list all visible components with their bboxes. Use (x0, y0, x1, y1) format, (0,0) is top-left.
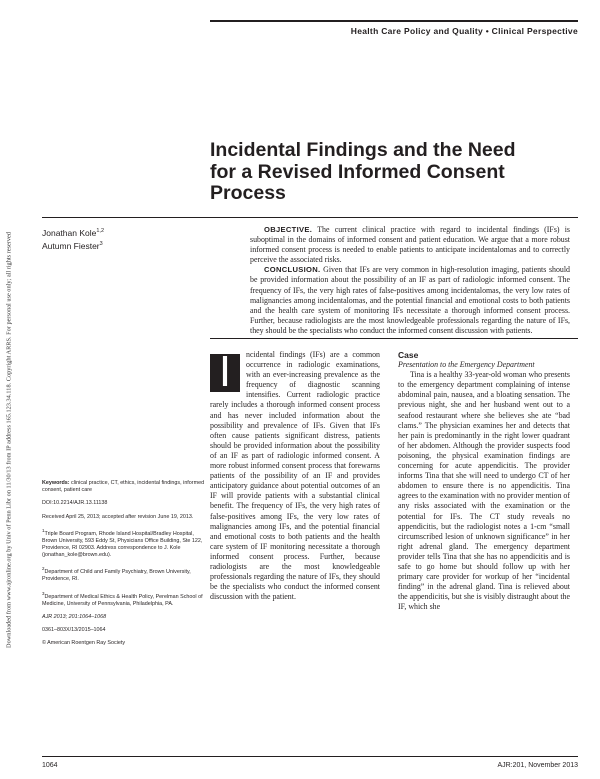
abstract-rule (210, 338, 578, 339)
header-rule (210, 20, 578, 22)
objective-text: The current clinical practice with regard to incidental findings (IFs) is suboptimal in the domains of informed consent and patient education. We argue that a more robust informed consent process is needed to enable patients to anticipate incidentalomas and to correctly perceive the associated risks. (250, 225, 570, 265)
affiliation-2: $^2$Department of Child and Family Psychiatry, Brown University, Providence, RI. (42, 566, 191, 583)
intro-text: ncidental findings (IFs) are a common occurrence in radiologic examinations, with an ever-increasing prevalence as the frequency of diagnostic scanning intensifies. Current radiologic practice rarely includes a thorough informed consent process and has never included information about the possibility and prevalence of IFs. Given that IFs often cause patients significant distress, patients should be provided information about the possibility of an IF as part of radiologic informed consent. A more robust informed consent process that forewarns patients of the possibility of an IF and provides anticipatory guidance about potential outcomes of an IF will provide patients with a substantial clinical benefit. The frequency of IFs, the very high rates of false-positives among IFs, the very low rates of malignancies among IFs, and the potential financial and emotional costs to both patients and the health care system of IF monitoring necessitate a thorough informed consent process. Further, because radiologists are the most knowledgeable professionals regarding the nature of IFs, they should be the specialists who conduct the informed consent discussion with the patient. (210, 350, 380, 602)
affiliation-1: $^1$Triple Board Program, Rhode Island Hospital/Bradley Hospital, Brown University, 593 Eddy St, Physicians Office Building, Ste 122, Providence, RI 02903. Address correspondence to J. Kole (jonathan_kole@brown.edu). (42, 527, 203, 559)
case-heading: Case (398, 350, 419, 360)
received-dates: Received April 25, 2013; accepted after revision June 19, 2013. (42, 513, 194, 520)
article-title: Incidental Findings and the Need for a Revised Informed Consent Process (210, 139, 516, 204)
conclusion-text: Given that IFs are very common in high-resolution imaging, patients should be provided information about the possibility of an IF as part of radiologic informed consent. The frequency of IFs, the very high rates of false-positives among incidentalomas, the very low rates of malignancies among incidentalomas, and the potential financial and emotional costs to both patients and the health care system of monitoring IFs necessitate a thorough informed consent process. Further, because radiologists are the most knowledgeable professionals regarding the nature of IFs, they should be the specialists who conduct the informed consent discussion with patients. (250, 265, 570, 335)
issn: 0361–803X/13/2015–1064 (42, 627, 106, 634)
abstract (250, 225, 570, 336)
title-rule (42, 217, 578, 218)
abstract-objective (250, 225, 570, 265)
author-1: Jonathan Kole$^{1,2}$ (42, 227, 105, 238)
author-1-affil: 1,2 (96, 228, 105, 234)
author-list (42, 226, 104, 252)
section-heading: Health Care Policy and Quality • Clinical Perspective (350, 26, 578, 36)
author-2-affil: 3 (99, 240, 103, 247)
article-metadata (42, 480, 207, 653)
citation: AJR 2013; 201:1064–1068 (42, 613, 107, 620)
affiliation-3: $^3$Department of Medical Ethics & Health Policy, Perelman School of Medicine, University of Pennsylvania, Philadelphia, PA. (42, 590, 203, 607)
copyright: © American Roentgen Ray Society (42, 640, 126, 647)
case-subheading: Presentation to the Emergency Department (398, 360, 535, 370)
case-text: Tina is a healthy 33-year-old woman who presents to the emergency department complaining of intense abdominal pain, nausea, and a bloating sensation. The previous night, she and her husband went out to a seafood restaurant where she believes she ate “bad clams.” The physician examines her and detects that her pain is predominantly in the right lower quadrant of her abdomen. Although the provider suspects food poisoning, the physical examination findings are concerning for acute appendicitis. The provider informs Tina that she will need to undergo CT of her abdomen to ensure there is no appendicitis. Tina agrees to the examination with no provider mention of any risks associated with the examination or the potential for IFs. The CT study reveals no appendicitis, but the radiologist notes a 1-cm “small circumscribed lesion of unknown significance” in her right adrenal gland. The emergency department provider tells Tina that she has no appendicitis and is safe to go home but should follow up with her primary care provider for workup of her “incidental finding” in the adrenal gland. Tina is relieved about the appendicitis, but she is visibly distraught about the IF, which she (398, 370, 570, 612)
journal-reference: AJR:201, November 2013 (497, 762, 578, 769)
page-number: 1064 (42, 762, 58, 769)
abstract-conclusion (250, 265, 570, 336)
download-notice (2, 120, 16, 760)
objective-label: OBJECTIVE. (264, 225, 313, 234)
body-column-2 (398, 350, 570, 612)
footer-rule (42, 756, 578, 757)
download-notice-text: Downloaded from www.ajronline.org by Univ of Penn Libr on 11/30/13 from IP address 165.123.34.118. Copyright ARRS. For personal use only; all rights reserved (5, 232, 13, 648)
keywords: Keywords: clinical practice, CT, ethics, incidental findings, informed consent, patient care (42, 480, 205, 494)
doi: DOI:10.2214/AJR.13.11138 (42, 500, 108, 507)
body-column-1 (210, 347, 380, 602)
drop-cap: I (210, 354, 240, 392)
author-2: Autumn Fiester$^3$ (42, 240, 103, 251)
conclusion-label: CONCLUSION. (264, 265, 321, 275)
